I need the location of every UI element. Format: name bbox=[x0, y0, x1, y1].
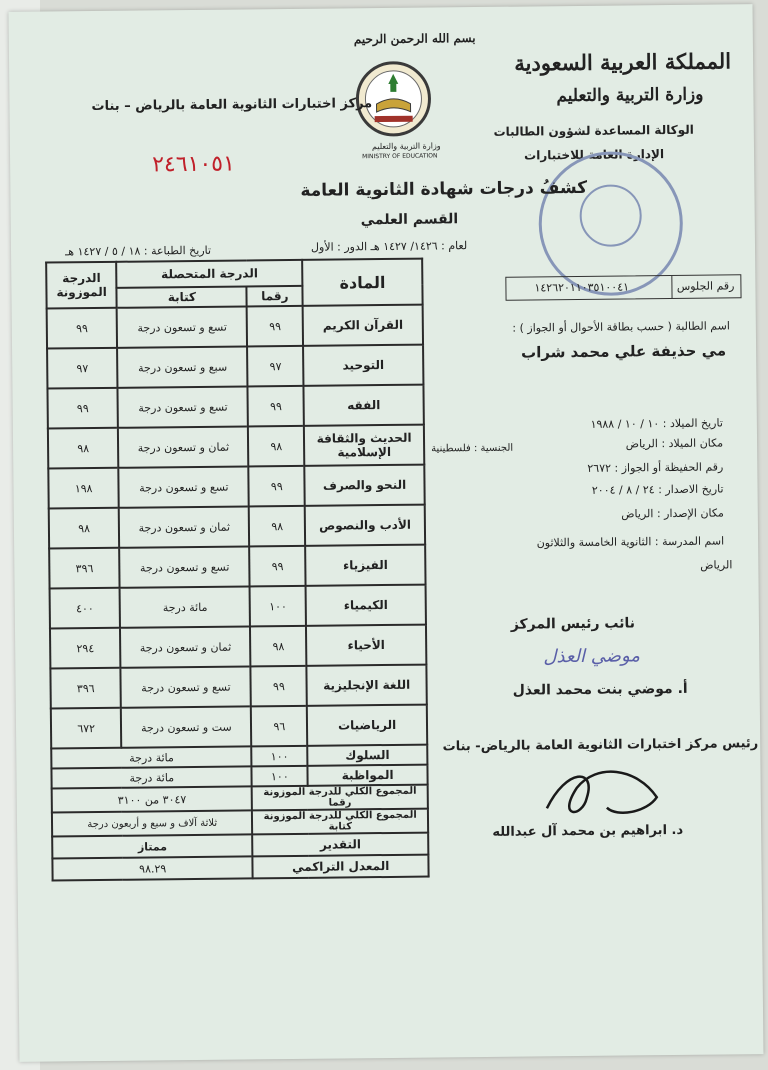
subject-cell: الفيزياء bbox=[305, 545, 425, 586]
words-cell: تسع و تسعون درجة bbox=[119, 546, 250, 587]
digits-cell: ٩٩ bbox=[247, 306, 303, 347]
weighted-cell: ٤٠٠ bbox=[50, 588, 121, 629]
subject-cell: القرآن الكريم bbox=[303, 305, 423, 346]
words-cell: ثمان و تسعون درجة bbox=[118, 426, 249, 467]
nationality: الجنسية : فلسطينية bbox=[431, 442, 514, 455]
center-name: مركز اختبارات الثانوية العامة بالرياض – بنات bbox=[91, 96, 373, 115]
digits-cell: ٩٩ bbox=[249, 466, 305, 507]
weighted-cell: ٩٨ bbox=[48, 428, 119, 469]
subject-cell: اللغة الإنجليزية bbox=[307, 665, 427, 706]
deputy-name: أ. موضي بنت محمد العذل bbox=[512, 680, 688, 699]
digits-cell: ٩٩ bbox=[250, 546, 306, 587]
header-subject: المادة bbox=[302, 259, 422, 306]
digits-cell: ٩٧ bbox=[247, 346, 303, 387]
grade-row bbox=[47, 385, 423, 429]
header-obtained: الدرجة المتحصلة bbox=[116, 260, 302, 288]
birth-date: تاريخ الميلاد : ١٠ / ١٠ / ١٩٨٨ bbox=[590, 416, 723, 431]
exam-year: لعام : ١٤٢٦/ ١٤٢٧ هـ الدور : الأول bbox=[310, 239, 468, 254]
id-number: رقم الحفيظة أو الجواز : ٢٦٧٢ bbox=[587, 460, 724, 475]
grade-row bbox=[49, 505, 425, 549]
agency-title: الوكالة المساعدة لشؤون الطالبات bbox=[493, 122, 694, 139]
head-name: د. ابراهيم بن محمد آل عبدالله bbox=[492, 822, 684, 840]
issue-date: تاريخ الاصدار : ٢٤ / ٨ / ٢٠٠٤ bbox=[591, 482, 724, 497]
words-cell: تسع و تسعون درجة bbox=[117, 306, 248, 347]
weighted-cell: ٣٩٦ bbox=[49, 548, 120, 589]
subject-cell: النحو والصرف bbox=[304, 465, 424, 506]
weighted-cell: ٩٨ bbox=[49, 508, 120, 549]
head-signature bbox=[536, 757, 667, 828]
deputy-title: نائب رئيس المركز bbox=[510, 615, 636, 633]
grade-row bbox=[50, 665, 426, 709]
words-cell: تسع و تسعون درجة bbox=[118, 386, 249, 427]
subject-cell: الكيمياء bbox=[306, 585, 426, 626]
conduct-label: السلوك bbox=[307, 745, 427, 766]
ministry-title: وزارة التربية والتعليم bbox=[556, 84, 704, 107]
digits-cell: ٩٨ bbox=[248, 426, 304, 467]
subject-cell: الحديث والثقافة الإسلامية bbox=[304, 425, 424, 466]
weighted-cell: ٦٧٢ bbox=[51, 708, 122, 749]
subject-cell: التوحيد bbox=[303, 345, 423, 386]
conduct-digits: ١٠٠ bbox=[252, 746, 308, 767]
header-words: كتابة bbox=[117, 286, 247, 307]
grade-row bbox=[47, 345, 423, 389]
words-cell: ست و تسعون درجة bbox=[121, 706, 252, 747]
seat-number: ١٤٢٦٢٠١١٠٣٥١٠٠٤١ bbox=[534, 280, 630, 295]
weighted-cell: ٩٩ bbox=[47, 308, 118, 349]
issue-place: مكان الإصدار : الرياض bbox=[621, 506, 724, 521]
student-name: مي حذيفة علي محمد شراب bbox=[521, 341, 727, 362]
weighted-cell: ٩٧ bbox=[47, 348, 118, 389]
header-weighted: الدرجة الموزونة bbox=[46, 262, 117, 309]
logo-caption-ar: وزارة التربية والتعليم bbox=[371, 141, 441, 152]
serial-number: ٢٤٦١٠٥١ bbox=[152, 151, 235, 178]
grade-value: ممتاز bbox=[52, 834, 253, 858]
seat-label: رقم الجلوس bbox=[676, 279, 735, 293]
weighted-cell: ٣٩٦ bbox=[50, 668, 121, 709]
gpa-value: ٩٨.٢٩ bbox=[52, 856, 253, 880]
subject-cell: الرياضيات bbox=[307, 705, 427, 746]
print-date: تاريخ الطباعة : ١٨ / ٥ / ١٤٢٧ هـ bbox=[64, 243, 212, 259]
document-title: كشفُ درجات شهادة الثانوية العامة bbox=[300, 177, 588, 201]
words-cell: ثمان و تسعون درجة bbox=[120, 626, 251, 667]
gpa-label: المعدل التراكمي bbox=[253, 855, 429, 879]
grades-table bbox=[45, 258, 429, 882]
weighted-cell: ١٩٨ bbox=[48, 468, 119, 509]
attendance-label: المواظبة bbox=[308, 765, 428, 786]
head-title: رئيس مركز اختبارات الثانوية العامة بالرياض- بنات bbox=[442, 736, 759, 755]
words-cell: تسع و تسعون درجة bbox=[121, 666, 252, 707]
weighted-cell: ٢٩٤ bbox=[50, 628, 121, 669]
digits-cell: ٩٦ bbox=[251, 706, 307, 747]
grade-row bbox=[51, 705, 427, 749]
subject-cell: الأدب والنصوص bbox=[305, 505, 425, 546]
subject-cell: الفقه bbox=[304, 385, 424, 426]
grade-row bbox=[50, 625, 426, 669]
birth-place: مكان الميلاد : الرياض bbox=[625, 436, 724, 451]
school-city: الرياض bbox=[700, 558, 733, 572]
words-cell: مائة درجة bbox=[120, 586, 251, 627]
grade-label: التقدير bbox=[253, 833, 429, 857]
words-cell: ثمان و تسعون درجة bbox=[119, 506, 250, 547]
deputy-signature: موضي العذل bbox=[543, 645, 641, 668]
kingdom-title: المملكة العربية السعودية bbox=[514, 48, 732, 76]
total-digits-label: المجموع الكلي للدرجة الموزونة رقما bbox=[252, 785, 428, 811]
conduct-words: مائة درجة bbox=[51, 746, 252, 768]
grade-row bbox=[49, 545, 425, 589]
subject-cell: الأحياء bbox=[306, 625, 426, 666]
digits-cell: ١٠٠ bbox=[250, 586, 306, 627]
certificate-paper bbox=[9, 4, 764, 1062]
digits-cell: ٩٩ bbox=[251, 666, 307, 707]
words-cell: تسع و تسعون درجة bbox=[119, 466, 250, 507]
logo-caption-en: MINISTRY OF EDUCATION bbox=[362, 152, 438, 161]
grade-row bbox=[48, 425, 424, 469]
digits-cell: ٩٩ bbox=[248, 386, 304, 427]
grade-row bbox=[50, 585, 426, 629]
section-title: القسم العلمي bbox=[360, 211, 459, 229]
grade-row bbox=[48, 465, 424, 509]
student-name-label: اسم الطالبة ( حسب بطاقة الأحوال أو الجواز ) : bbox=[512, 319, 730, 335]
digits-cell: ٩٨ bbox=[249, 506, 305, 547]
grade-row bbox=[47, 305, 423, 349]
attendance-digits: ١٠٠ bbox=[252, 766, 308, 787]
digits-cell: ٩٨ bbox=[250, 626, 306, 667]
header-digits: رقما bbox=[247, 286, 303, 307]
school-name: اسم المدرسة : الثانوية الخامسة والثلاثون bbox=[536, 534, 725, 550]
seat-number-box bbox=[505, 274, 741, 300]
total-words-label: المجموع الكلي للدرجة الموزونة كتابة bbox=[252, 809, 428, 835]
bismillah: بسم الله الرحمن الرحيم bbox=[353, 31, 476, 47]
department-title: الإدارة العامة للاختبارات bbox=[524, 147, 665, 163]
total-words-value: ثلاثة آلاف و سبع و أربعون درجة bbox=[52, 810, 253, 836]
weighted-cell: ٩٩ bbox=[47, 388, 118, 429]
attendance-words: مائة درجة bbox=[51, 766, 252, 788]
total-digits-value: ٣٠٤٧ من ٣١٠٠ bbox=[52, 786, 253, 812]
words-cell: سبع و تسعون درجة bbox=[117, 346, 248, 387]
